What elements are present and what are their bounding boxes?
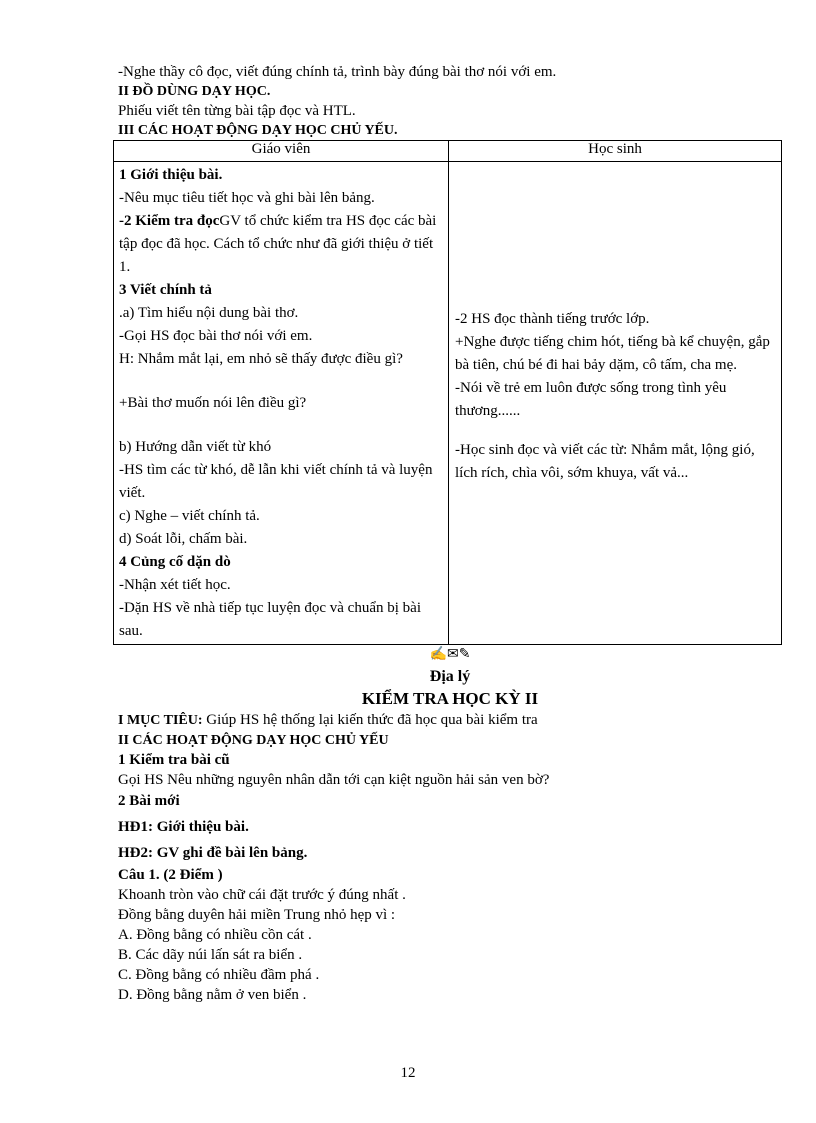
student-column bbox=[449, 162, 782, 645]
goal-line bbox=[118, 710, 782, 731]
activities-heading-2: II CÁC HOẠT ĐỘNG DẠY HỌC CHỦ YẾU bbox=[118, 733, 389, 748]
spacer bbox=[455, 162, 777, 308]
exam-title: KIỂM TRA HỌC KỲ II bbox=[361, 689, 539, 708]
step-4a: -Nhận xét tiết học. bbox=[119, 577, 231, 593]
student-reply-2: +Nghe được tiếng chim hót, tiếng bà kể chuyện, gắp bà tiên, chú bé đi hai bảy dặm, cô tấm, cha mẹ. bbox=[455, 334, 770, 373]
materials-heading: II ĐỒ DÙNG DẠY HỌC. bbox=[118, 84, 271, 99]
step-1-heading: 1 Giới thiệu bài. bbox=[119, 167, 223, 183]
step-1-text: -Nêu mục tiêu tiết học và ghi bài lên bảng. bbox=[119, 190, 375, 206]
goal-text: Giúp HS hệ thống lại kiến thức đã học qua bài kiểm tra bbox=[202, 712, 538, 728]
book-ornament-icon: ✍✉✎ bbox=[429, 647, 471, 662]
option-c: C. Đồng bằng có nhiều đầm phá . bbox=[118, 967, 320, 983]
step-2-body: GV tổ chức kiểm tra HS đọc các bài tập đọc đã học. Cách tổ chức như đã giới thiệu ở tiết 1. bbox=[119, 213, 437, 275]
step-3g: c) Nghe – viết chính tả. bbox=[119, 508, 260, 524]
page-content bbox=[118, 60, 782, 1005]
old-lesson-text: Gọi HS Nêu những nguyên nhân dẫn tới cạn kiệt nguồn hải sản ven bờ? bbox=[118, 772, 550, 788]
question-1-stem: Đồng bằng duyên hải miền Trung nhỏ hẹp vì : bbox=[118, 907, 396, 923]
spacer bbox=[455, 423, 777, 439]
subject-title: Địa lý bbox=[429, 668, 471, 685]
step-3h: d) Soát lỗi, chấm bài. bbox=[119, 531, 248, 547]
step-3f: -HS tìm các từ khó, dễ lẫn khi viết chính tả và luyện viết. bbox=[119, 462, 433, 501]
step-3e: b) Hướng dẫn viết từ khó bbox=[119, 439, 272, 455]
step-4-heading: 4 Củng cố dặn dò bbox=[119, 554, 231, 570]
new-lesson-heading: 2 Bài mới bbox=[118, 793, 180, 809]
lesson-plan-table bbox=[113, 140, 782, 645]
step-3c: H: Nhắm mắt lại, em nhỏ sẽ thấy được điều gì? bbox=[119, 351, 403, 367]
step-2-text bbox=[119, 210, 444, 279]
spacer bbox=[119, 415, 444, 436]
materials-text: Phiếu viết tên từng bài tập đọc và HTL. bbox=[118, 103, 356, 119]
activities-heading: III CÁC HOẠT ĐỘNG DẠY HỌC CHỦ YẾU. bbox=[118, 123, 398, 138]
activity-2: HĐ2: GV ghi đề bài lên bảng. bbox=[118, 845, 308, 861]
activity-1: HĐ1: Giới thiệu bài. bbox=[118, 819, 249, 835]
step-3a: .a) Tìm hiểu nội dung bài thơ. bbox=[119, 305, 299, 321]
option-b: B. Các dãy núi lấn sát ra biển . bbox=[118, 947, 303, 963]
question-1-instruction: Khoanh tròn vào chữ cái đặt trước ý đúng nhất . bbox=[118, 887, 406, 903]
option-d: D. Đồng bằng nằm ở ven biển . bbox=[118, 987, 307, 1003]
spacer bbox=[119, 371, 444, 392]
step-4b: -Dặn HS về nhà tiếp tục luyện đọc và chuẩn bị bài sau. bbox=[119, 600, 421, 639]
step-3d: +Bài thơ muốn nói lên điều gì? bbox=[119, 395, 307, 411]
old-lesson-heading: 1 Kiểm tra bài cũ bbox=[118, 752, 230, 768]
header-student: Học sinh bbox=[449, 141, 782, 162]
objective-line: -Nghe thầy cô đọc, viết đúng chính tả, trình bày đúng bài thơ nói với em. bbox=[118, 64, 557, 80]
student-reply-1: -2 HS đọc thành tiếng trước lớp. bbox=[455, 311, 650, 327]
step-2-heading: -2 Kiểm tra đọc bbox=[119, 213, 220, 229]
teacher-column bbox=[114, 162, 449, 645]
table-body-row bbox=[114, 162, 782, 645]
table-header-row bbox=[114, 141, 782, 162]
page-number: 12 bbox=[400, 1065, 416, 1081]
step-3b: -Gọi HS đọc bài thơ nói với em. bbox=[119, 328, 313, 344]
student-reply-3: -Nói về trẻ em luôn được sống trong tình yêu thương...... bbox=[455, 380, 727, 419]
question-1-title: Câu 1. (2 Điểm ) bbox=[118, 867, 223, 883]
step-3-heading: 3 Viết chính tả bbox=[119, 282, 212, 298]
student-reply-4: -Học sinh đọc và viết các từ: Nhắm mắt, lộng gió, lích rích, chìa vôi, sớm khuya, vất vả... bbox=[455, 442, 755, 481]
header-teacher: Giáo viên bbox=[114, 141, 449, 162]
goal-label: I MỤC TIÊU: bbox=[118, 713, 203, 728]
option-a: A. Đồng bằng có nhiều cồn cát . bbox=[118, 927, 312, 943]
